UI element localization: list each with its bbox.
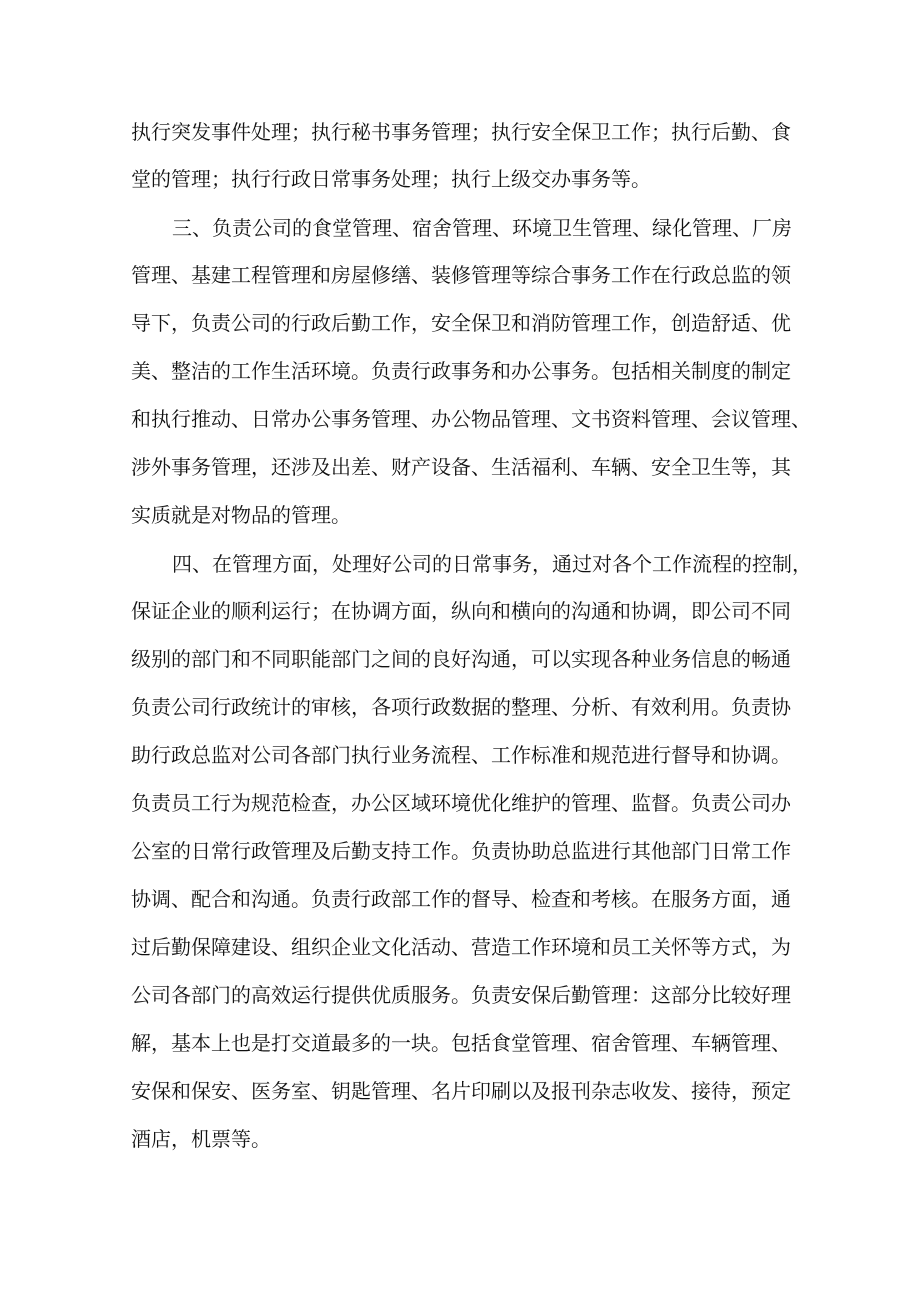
text-line: 涉外事务管理，还涉及出差、财产设备、生活福利、车辆、安全卫生等，其 xyxy=(131,455,791,479)
text-line: 级别的部门和不同职能部门之间的良好沟通，可以实现各种业务信息的畅通 xyxy=(131,647,791,671)
text-line: 保证企业的顺利运行；在协调方面，纵向和横向的沟通和协调，即公司不同 xyxy=(131,599,791,623)
text-line: 导下，负责公司的行政后勤工作，安全保卫和消防管理工作，创造舒适、优 xyxy=(131,311,791,335)
text-line: 安保和保安、医务室、钥匙管理、名片印刷以及报刊杂志收发、接待，预定 xyxy=(131,1079,791,1103)
text-line: 过后勤保障建设、组织企业文化活动、营造工作环境和员工关怀等方式，为 xyxy=(131,935,791,959)
text-line: 堂的管理；执行行政日常事务处理；执行上级交办事务等。 xyxy=(131,167,651,191)
text-line: 执行突发事件处理；执行秘书事务管理；执行安全保卫工作；执行后勤、食 xyxy=(131,120,791,144)
text-line: 负责员工行为规范检查，办公区域环境优化维护的管理、监督。负责公司办 xyxy=(131,791,791,815)
text-line: 负责公司行政统计的审核，各项行政数据的整理、分析、有效利用。负责协 xyxy=(131,695,791,719)
text-line: 管理、基建工程管理和房屋修缮、装修管理等综合事务工作在行政总监的领 xyxy=(131,263,791,287)
text-line: 解，基本上也是打交道最多的一块。包括食堂管理、宿舍管理、车辆管理、 xyxy=(131,1031,791,1055)
text-line: 美、整洁的工作生活环境。负责行政事务和办公事务。包括相关制度的制定 xyxy=(131,359,791,383)
text-line: 协调、配合和沟通。负责行政部工作的督导、检查和考核。在服务方面，通 xyxy=(131,887,791,911)
text-line: 实质就是对物品的管理。 xyxy=(131,503,351,527)
text-line: 和执行推动、日常办公事务管理、办公物品管理、文书资料管理、会议管理、 xyxy=(131,407,811,431)
text-line: 助行政总监对公司各部门执行业务流程、工作标准和规范进行督导和协调。 xyxy=(131,743,791,767)
paragraph-three-first-line: 三、负责公司的食堂管理、宿舍管理、环境卫生管理、绿化管理、厂房 xyxy=(172,216,792,240)
paragraph-four-first-line: 四、在管理方面，处理好公司的日常事务，通过对各个工作流程的控制， xyxy=(172,552,812,576)
text-line: 酒店，机票等。 xyxy=(131,1127,271,1151)
text-line: 公室的日常行政管理及后勤支持工作。负责协助总监进行其他部门日常工作 xyxy=(131,839,791,863)
text-line: 公司各部门的高效运行提供优质服务。负责安保后勤管理：这部分比较好理 xyxy=(131,983,791,1007)
